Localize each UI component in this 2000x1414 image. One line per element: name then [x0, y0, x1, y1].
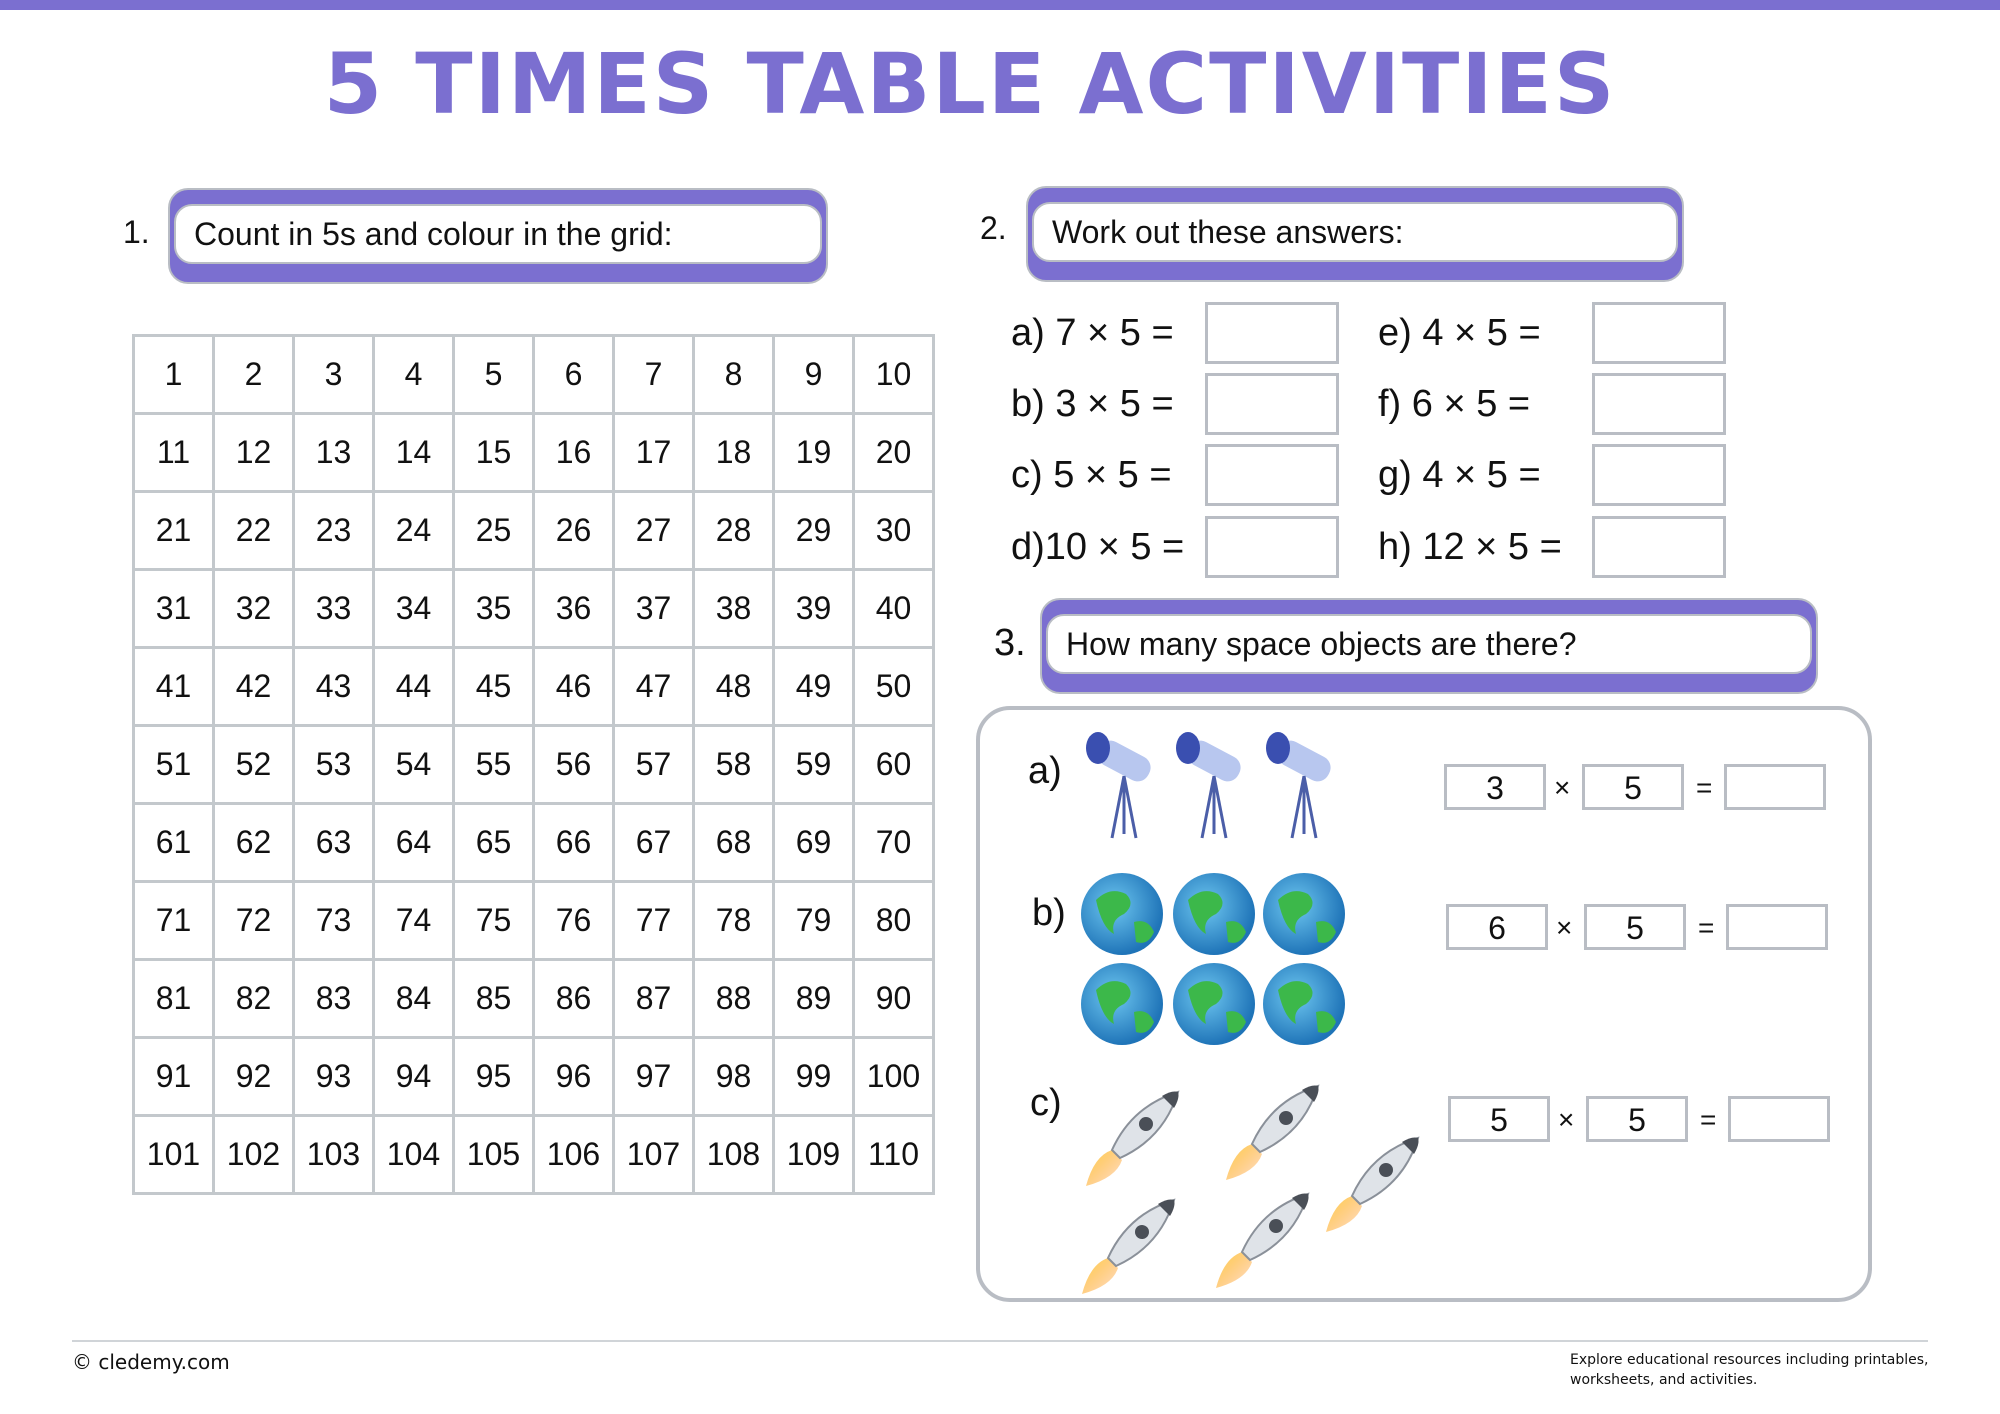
grid-cell[interactable]: 74 — [374, 882, 454, 960]
grid-cell[interactable]: 58 — [694, 726, 774, 804]
grid-cell[interactable]: 23 — [294, 492, 374, 570]
grid-cell[interactable]: 42 — [214, 648, 294, 726]
grid-cell[interactable]: 83 — [294, 960, 374, 1038]
question-3-banner — [1040, 598, 1818, 694]
rocket-icon — [1326, 1138, 1419, 1233]
rocket-icon — [1216, 1194, 1309, 1289]
earth-group — [1078, 870, 1348, 1050]
grid-cell[interactable]: 11 — [134, 414, 214, 492]
number-grid — [132, 334, 935, 1195]
row-c-multiplier: 5 — [1586, 1096, 1688, 1142]
grid-cell[interactable]: 75 — [454, 882, 534, 960]
grid-cell[interactable]: 77 — [614, 882, 694, 960]
grid-cell[interactable]: 63 — [294, 804, 374, 882]
grid-cell[interactable]: 33 — [294, 570, 374, 648]
rocket-group — [1066, 1080, 1426, 1300]
grid-cell[interactable]: 98 — [694, 1038, 774, 1116]
grid-cell[interactable]: 102 — [214, 1116, 294, 1194]
grid-cell[interactable]: 91 — [134, 1038, 214, 1116]
telescope-group — [1078, 730, 1348, 842]
grid-cell[interactable]: 6 — [534, 336, 614, 414]
row-b-multiplier: 5 — [1584, 904, 1686, 950]
answer-box-h[interactable] — [1592, 516, 1726, 578]
answer-box-b[interactable] — [1205, 373, 1339, 435]
footer-divider — [72, 1340, 1928, 1342]
grid-cell[interactable]: 41 — [134, 648, 214, 726]
grid-row — [134, 804, 934, 882]
answer-box-d[interactable] — [1205, 516, 1339, 578]
grid-cell[interactable]: 69 — [774, 804, 854, 882]
grid-cell[interactable]: 9 — [774, 336, 854, 414]
grid-cell[interactable]: 93 — [294, 1038, 374, 1116]
grid-cell[interactable]: 20 — [854, 414, 934, 492]
answer-box-c[interactable] — [1205, 444, 1339, 506]
grid-cell[interactable]: 50 — [854, 648, 934, 726]
earth-icon — [1173, 963, 1255, 1045]
row-b-equals: = — [1698, 912, 1715, 943]
row-a-equals: = — [1696, 772, 1713, 803]
answer-box-e[interactable] — [1592, 302, 1726, 364]
grid-cell[interactable]: 65 — [454, 804, 534, 882]
grid-cell[interactable]: 67 — [614, 804, 694, 882]
question-3-number: 3. — [994, 622, 1026, 664]
grid-cell[interactable]: 78 — [694, 882, 774, 960]
grid-cell[interactable]: 100 — [854, 1038, 934, 1116]
grid-cell[interactable]: 17 — [614, 414, 694, 492]
grid-row — [134, 726, 934, 804]
rocket-icon — [1086, 1092, 1179, 1187]
grid-cell[interactable]: 59 — [774, 726, 854, 804]
grid-cell[interactable]: 70 — [854, 804, 934, 882]
answer-box-g[interactable] — [1592, 444, 1726, 506]
grid-cell[interactable]: 22 — [214, 492, 294, 570]
grid-cell[interactable]: 8 — [694, 336, 774, 414]
equation-g: g) 4 × 5 = — [1378, 454, 1541, 496]
grid-cell[interactable]: 19 — [774, 414, 854, 492]
telescope-icon — [1176, 732, 1245, 838]
telescope-icon — [1086, 732, 1155, 838]
grid-row — [134, 492, 934, 570]
question-3-instruction: How many space objects are there? — [1046, 614, 1812, 674]
grid-row — [134, 570, 934, 648]
telescope-icon — [1266, 732, 1335, 838]
grid-cell[interactable]: 10 — [854, 336, 934, 414]
grid-cell[interactable]: 32 — [214, 570, 294, 648]
grid-row — [134, 1116, 934, 1194]
grid-cell[interactable]: 3 — [294, 336, 374, 414]
question-2-instruction: Work out these answers: — [1032, 202, 1678, 262]
grid-cell[interactable]: 54 — [374, 726, 454, 804]
grid-cell[interactable]: 84 — [374, 960, 454, 1038]
equation-c: c) 5 × 5 = — [1011, 454, 1172, 496]
grid-cell[interactable]: 34 — [374, 570, 454, 648]
grid-cell[interactable]: 39 — [774, 570, 854, 648]
row-a-label: a) — [1028, 750, 1062, 792]
grid-cell[interactable]: 13 — [294, 414, 374, 492]
grid-cell[interactable]: 85 — [454, 960, 534, 1038]
grid-cell[interactable]: 43 — [294, 648, 374, 726]
grid-cell[interactable]: 25 — [454, 492, 534, 570]
grid-cell[interactable]: 44 — [374, 648, 454, 726]
grid-cell[interactable]: 88 — [694, 960, 774, 1038]
grid-cell[interactable]: 64 — [374, 804, 454, 882]
grid-cell[interactable]: 31 — [134, 570, 214, 648]
earth-icon — [1081, 963, 1163, 1045]
row-b-label: b) — [1032, 892, 1066, 934]
grid-cell[interactable]: 80 — [854, 882, 934, 960]
grid-cell[interactable]: 52 — [214, 726, 294, 804]
grid-cell[interactable]: 48 — [694, 648, 774, 726]
equation-a: a) 7 × 5 = — [1011, 312, 1174, 354]
grid-cell[interactable]: 71 — [134, 882, 214, 960]
answer-box-a[interactable] — [1205, 302, 1339, 364]
equation-d: d)10 × 5 = — [1011, 526, 1185, 568]
grid-cell[interactable]: 1 — [134, 336, 214, 414]
grid-cell[interactable]: 89 — [774, 960, 854, 1038]
grid-cell[interactable]: 12 — [214, 414, 294, 492]
grid-cell[interactable]: 15 — [454, 414, 534, 492]
grid-row — [134, 960, 934, 1038]
grid-cell[interactable]: 36 — [534, 570, 614, 648]
grid-cell[interactable]: 103 — [294, 1116, 374, 1194]
grid-row — [134, 648, 934, 726]
grid-row — [134, 882, 934, 960]
grid-cell[interactable]: 109 — [774, 1116, 854, 1194]
grid-cell[interactable]: 90 — [854, 960, 934, 1038]
row-c-times: × — [1558, 1104, 1575, 1135]
row-c-label: c) — [1030, 1082, 1062, 1124]
grid-cell[interactable]: 49 — [774, 648, 854, 726]
grid-cell[interactable]: 107 — [614, 1116, 694, 1194]
equation-e: e) 4 × 5 = — [1378, 312, 1541, 354]
grid-row — [134, 336, 934, 414]
grid-cell[interactable]: 5 — [454, 336, 534, 414]
row-b-times: × — [1556, 912, 1573, 943]
earth-icon — [1081, 873, 1163, 955]
question-2-number: 2. — [980, 210, 1007, 246]
grid-cell[interactable]: 7 — [614, 336, 694, 414]
grid-row — [134, 414, 934, 492]
grid-cell[interactable]: 40 — [854, 570, 934, 648]
grid-cell[interactable]: 106 — [534, 1116, 614, 1194]
equation-f: f) 6 × 5 = — [1378, 383, 1531, 425]
question-1-instruction: Count in 5s and colour in the grid: — [174, 204, 822, 264]
rocket-icon — [1082, 1200, 1175, 1295]
grid-cell[interactable]: 2 — [214, 336, 294, 414]
grid-cell[interactable]: 38 — [694, 570, 774, 648]
grid-cell[interactable]: 94 — [374, 1038, 454, 1116]
grid-cell[interactable]: 4 — [374, 336, 454, 414]
earth-icon — [1173, 873, 1255, 955]
grid-cell[interactable]: 87 — [614, 960, 694, 1038]
grid-cell[interactable]: 110 — [854, 1116, 934, 1194]
grid-cell[interactable]: 82 — [214, 960, 294, 1038]
grid-cell[interactable]: 99 — [774, 1038, 854, 1116]
grid-cell[interactable]: 35 — [454, 570, 534, 648]
grid-cell[interactable]: 66 — [534, 804, 614, 882]
grid-cell[interactable]: 104 — [374, 1116, 454, 1194]
grid-cell[interactable]: 16 — [534, 414, 614, 492]
grid-cell[interactable]: 21 — [134, 492, 214, 570]
grid-cell[interactable]: 108 — [694, 1116, 774, 1194]
grid-cell[interactable]: 96 — [534, 1038, 614, 1116]
grid-cell[interactable]: 61 — [134, 804, 214, 882]
row-a-multiplier: 5 — [1582, 764, 1684, 810]
page-title: 5 TIMES TABLE ACTIVITIES — [323, 35, 1617, 133]
question-1-number: 1. — [123, 214, 150, 250]
earth-icon — [1263, 873, 1345, 955]
row-c-equals: = — [1700, 1104, 1717, 1135]
grid-cell[interactable]: 51 — [134, 726, 214, 804]
grid-cell[interactable]: 24 — [374, 492, 454, 570]
grid-cell[interactable]: 92 — [214, 1038, 294, 1116]
row-a-times: × — [1554, 772, 1571, 803]
grid-cell[interactable]: 37 — [614, 570, 694, 648]
row-b-count: 6 — [1446, 904, 1548, 950]
footer-tagline: Explore educational resources including printables, worksheets, and activities. — [1570, 1352, 1929, 1388]
grid-cell[interactable]: 101 — [134, 1116, 214, 1194]
grid-cell[interactable]: 30 — [854, 492, 934, 570]
footer-copyright: © cledemy.com — [72, 1350, 230, 1374]
grid-cell[interactable]: 46 — [534, 648, 614, 726]
grid-cell[interactable]: 57 — [614, 726, 694, 804]
grid-cell[interactable]: 105 — [454, 1116, 534, 1194]
row-c-answer-box[interactable] — [1728, 1096, 1830, 1142]
row-a-count: 3 — [1444, 764, 1546, 810]
grid-cell[interactable]: 55 — [454, 726, 534, 804]
grid-cell[interactable]: 95 — [454, 1038, 534, 1116]
rocket-icon — [1226, 1086, 1319, 1181]
grid-cell[interactable]: 29 — [774, 492, 854, 570]
answer-box-f[interactable] — [1592, 373, 1726, 435]
grid-cell[interactable]: 53 — [294, 726, 374, 804]
top-accent-bar — [0, 0, 2000, 10]
grid-cell[interactable]: 27 — [614, 492, 694, 570]
grid-cell[interactable]: 68 — [694, 804, 774, 882]
row-a-answer-box[interactable] — [1724, 764, 1826, 810]
grid-cell[interactable]: 81 — [134, 960, 214, 1038]
grid-cell[interactable]: 76 — [534, 882, 614, 960]
grid-cell[interactable]: 56 — [534, 726, 614, 804]
grid-cell[interactable]: 18 — [694, 414, 774, 492]
grid-cell[interactable]: 86 — [534, 960, 614, 1038]
grid-cell[interactable]: 72 — [214, 882, 294, 960]
question-2-banner — [1026, 186, 1684, 282]
grid-cell[interactable]: 47 — [614, 648, 694, 726]
grid-cell[interactable]: 26 — [534, 492, 614, 570]
grid-cell[interactable]: 62 — [214, 804, 294, 882]
grid-cell[interactable]: 45 — [454, 648, 534, 726]
equation-b: b) 3 × 5 = — [1011, 383, 1174, 425]
grid-cell[interactable]: 14 — [374, 414, 454, 492]
equation-h: h) 12 × 5 = — [1378, 526, 1562, 568]
grid-cell[interactable]: 97 — [614, 1038, 694, 1116]
grid-cell[interactable]: 73 — [294, 882, 374, 960]
earth-icon — [1263, 963, 1345, 1045]
grid-cell[interactable]: 28 — [694, 492, 774, 570]
grid-row — [134, 1038, 934, 1116]
question-1-banner — [168, 188, 828, 284]
row-b-answer-box[interactable] — [1726, 904, 1828, 950]
row-c-count: 5 — [1448, 1096, 1550, 1142]
grid-cell[interactable]: 79 — [774, 882, 854, 960]
grid-cell[interactable]: 60 — [854, 726, 934, 804]
